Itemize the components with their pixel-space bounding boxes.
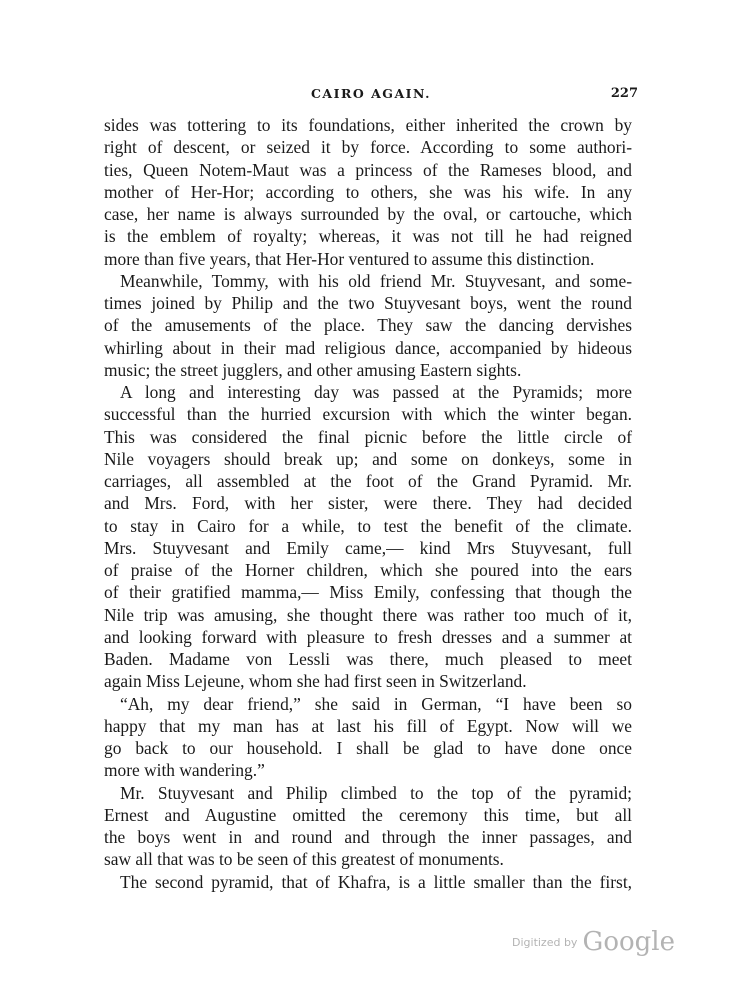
text-line: Ernest and Augustine omitted the ceremony this time, but all bbox=[104, 804, 632, 825]
text-line: Mrs. Stuyvesant and Emily came,— kind Mrs Stuyvesant, full bbox=[104, 537, 632, 558]
text-line: Baden. Madame von Lessli was there, much pleased to meet bbox=[104, 649, 632, 669]
text-line: saw all that was to be seen of this greatest of monuments. bbox=[104, 849, 504, 870]
text-line: to stay in Cairo for a while, to test the benefit of the climate. bbox=[104, 515, 632, 536]
text-line: more with wandering.” bbox=[104, 760, 265, 781]
paragraph bbox=[104, 693, 632, 782]
text-line: ties, Queen Notem-Maut was a princess of the Rameses blood, and bbox=[104, 159, 632, 180]
text-line: case, her name is always surrounded by the oval, or cartouche, which bbox=[104, 204, 632, 224]
text-line: music; the street jugglers, and other amusing Eastern sights. bbox=[104, 359, 522, 380]
text-line: Nile trip was amusing, she thought there was rather too much of it, bbox=[104, 604, 632, 625]
text-line: mother of Her-Hor; according to others, she was his wife. In any bbox=[104, 181, 632, 202]
page-header bbox=[104, 86, 638, 106]
text-line: more than five years, that Her-Hor ventured to assume this distinction. bbox=[104, 248, 595, 269]
paragraph bbox=[104, 381, 632, 693]
google-logo: Google bbox=[582, 927, 675, 957]
text-line: carriages, all assembled at the foot of the Grand Pyramid. Mr. bbox=[104, 471, 632, 491]
text-line: The second pyramid, that of Khafra, is a little smaller than the first, bbox=[120, 871, 632, 892]
running-head: CAIRO AGAIN. bbox=[310, 86, 432, 101]
paragraph bbox=[104, 114, 632, 270]
text-line: Meanwhile, Tommy, with his old friend Mr. Stuyvesant, and some- bbox=[120, 270, 632, 291]
text-line: Nile voyagers should break up; and some on donkeys, some in bbox=[104, 448, 632, 469]
text-line: Mr. Stuyvesant and Philip climbed to the top of the pyramid; bbox=[120, 782, 632, 803]
text-line: whirling about in their mad religious dance, accompanied by hideous bbox=[104, 337, 632, 358]
text-line: “Ah, my dear friend,” she said in German, “I have been so bbox=[120, 693, 632, 714]
page-number: 227 bbox=[610, 86, 638, 101]
text-line: go back to our household. I shall be glad to have done once bbox=[104, 738, 632, 758]
watermark-prefix: Digitized by bbox=[512, 936, 578, 949]
digitized-by-google-watermark bbox=[512, 927, 675, 957]
text-line: the boys went in and round and through the inner passages, and bbox=[104, 827, 632, 847]
text-line: successful than the hurried excursion with which the winter began. bbox=[104, 404, 632, 425]
body-text bbox=[104, 114, 632, 893]
paragraph bbox=[104, 782, 632, 871]
text-line: right of descent, or seized it by force. According to some authori- bbox=[104, 137, 632, 158]
text-line: and looking forward with pleasure to fresh dresses and a summer at bbox=[104, 626, 632, 647]
text-line: A long and interesting day was passed at the Pyramids; more bbox=[120, 382, 632, 402]
text-line: of the amusements of the place. They saw the dancing dervishes bbox=[104, 315, 632, 336]
paragraph bbox=[104, 270, 632, 381]
text-line: happy that my man has at last his fill of Egypt. Now will we bbox=[104, 715, 632, 736]
text-line: of praise of the Horner children, which she poured into the ears bbox=[104, 560, 632, 580]
text-line: is the emblem of royalty; whereas, it was not till he had reigned bbox=[104, 226, 632, 247]
text-line: and Mrs. Ford, with her sister, were there. They had decided bbox=[104, 493, 632, 514]
text-line: This was considered the final picnic before the little circle of bbox=[104, 426, 632, 447]
text-line: sides was tottering to its foundations, either inherited the crown by bbox=[104, 115, 632, 135]
text-line: of their gratified mamma,— Miss Emily, confessing that though the bbox=[104, 582, 632, 603]
paragraph bbox=[104, 871, 632, 893]
text-line: times joined by Philip and the two Stuyvesant boys, went the round bbox=[104, 293, 632, 313]
text-line: again Miss Lejeune, whom she had first seen in Switzerland. bbox=[104, 671, 527, 692]
